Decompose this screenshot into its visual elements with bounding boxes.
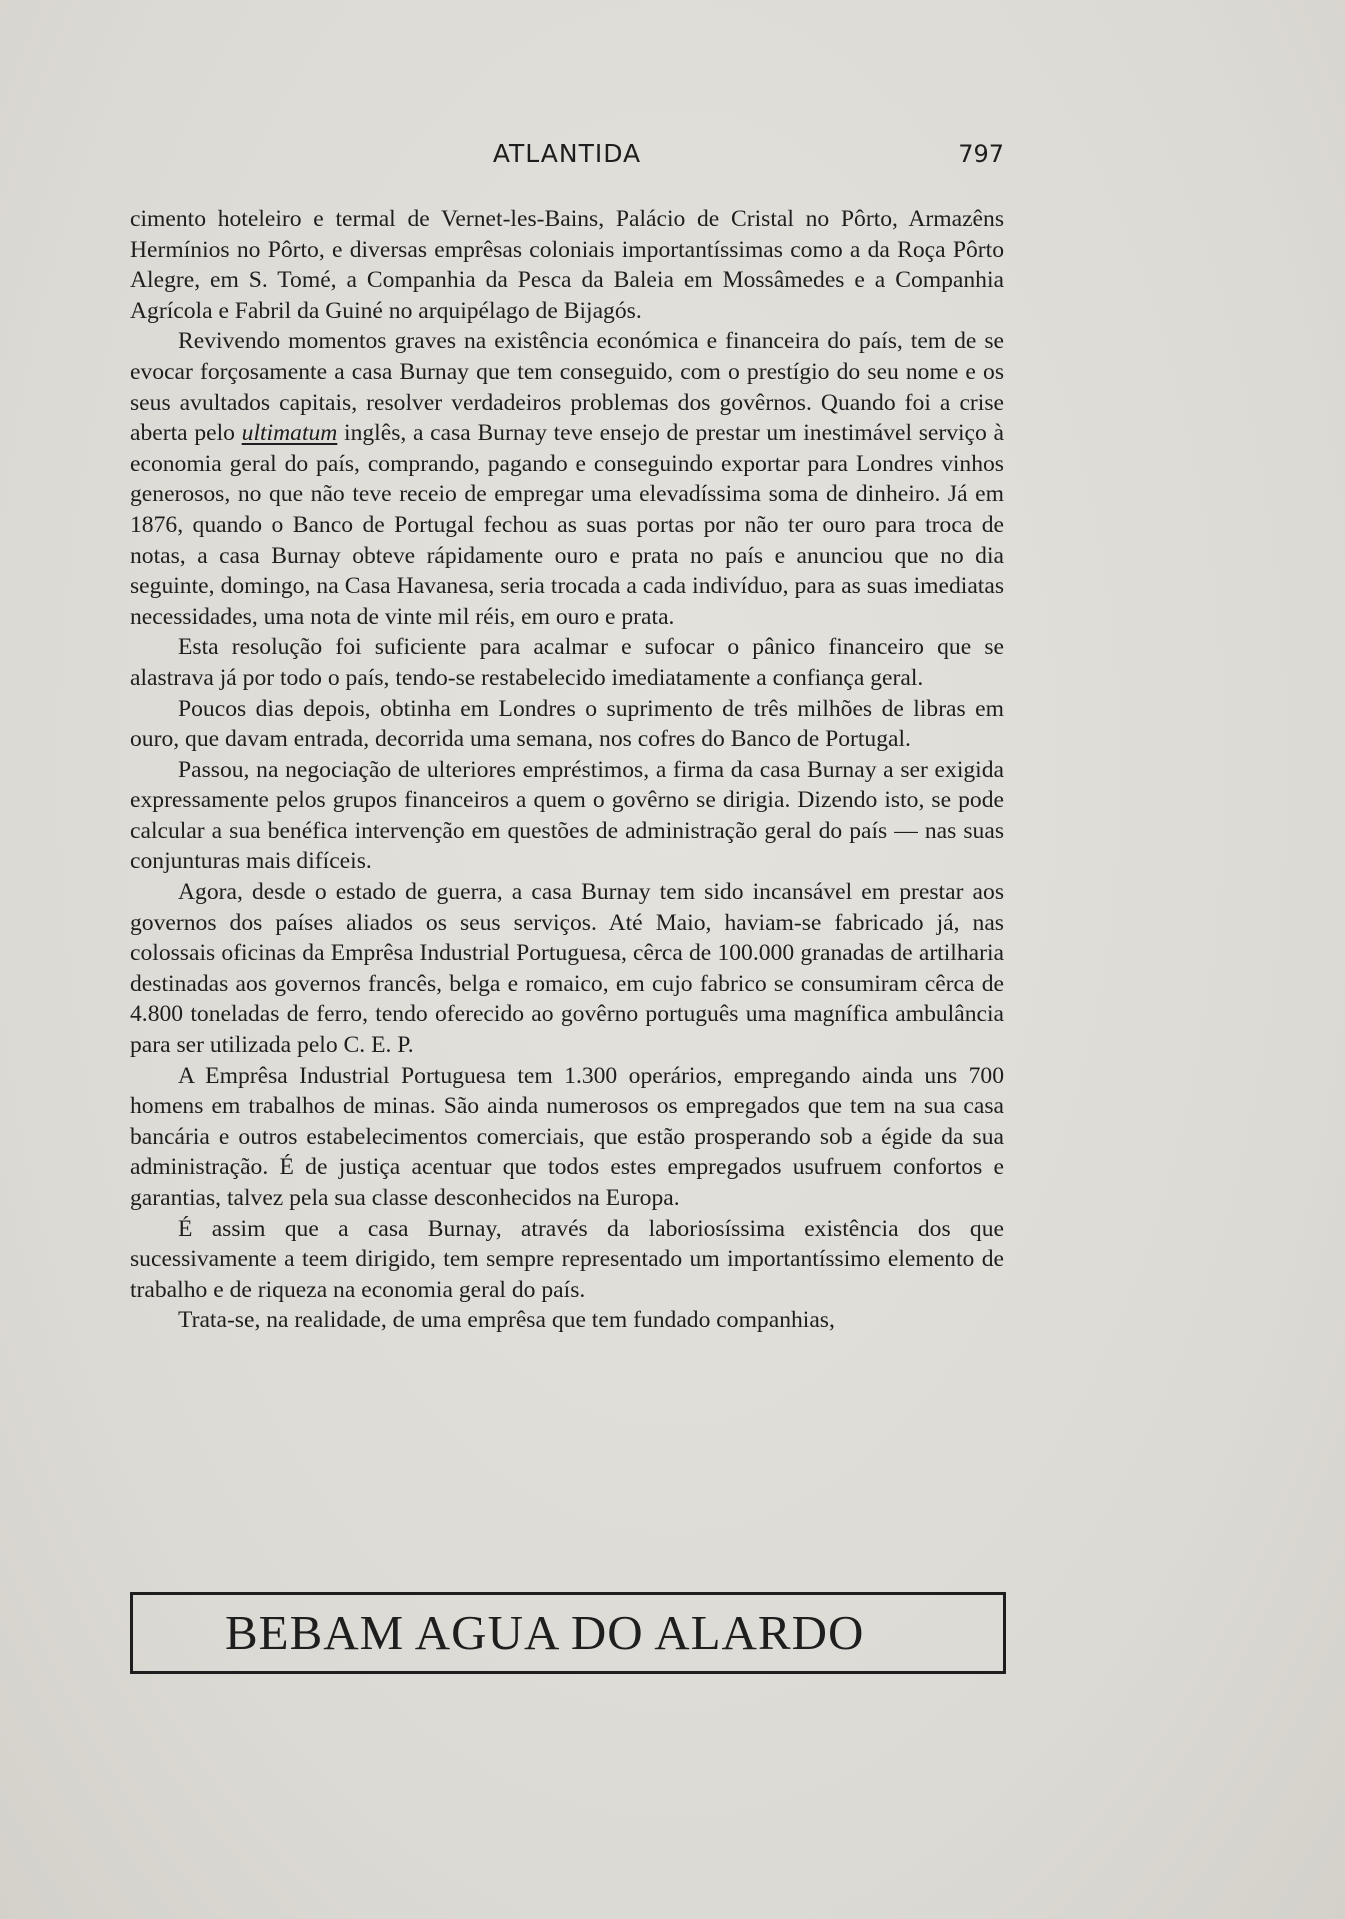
paragraph-5: Passou, na negociação de ulteriores empréstimos, a firma da casa Burnay a ser exigida expressamente pelos grupos financeiros a quem o govêrno se dirigia. Dizendo isto, se pode calcular a sua benéfica intervenção em questões de administração geral do país — nas suas conjunturas mais difíceis. xyxy=(130,756,1004,875)
paragraph-4: Poucos dias depois, obtinha em Londres o suprimento de três milhões de libras em ouro, que davam entrada, decorrida uma semana, nos cofres do Banco de Portugal. xyxy=(130,695,1004,753)
ultimatum-italic: ultimatum xyxy=(241,420,338,447)
page-number: 797 xyxy=(958,140,1004,168)
article-body xyxy=(130,204,1004,1336)
paragraph-8: É assim que a casa Burnay, através da laboriosíssima existência dos que sucessivamente a teem dirigido, tem sempre representado um importantíssimo elemento de trabalho e de riqueza na economia geral do país. xyxy=(130,1215,1004,1303)
paragraph-2-part-2: inglês, a casa Burnay teve ensejo de prestar um inestimável serviço à economia geral do país, comprando, pagando e conseguindo exportar para Londres vinhos generosos, no que não teve receio de empregar uma elevadíssima soma de dinheiro. Já em 1876, quando o Banco de Portugal fechou as suas portas por não ter ouro para troca de notas, a casa Burnay obteve rápidamente ouro e prata no país e anunciou que no dia seguinte, domingo, na Casa Havanesa, seria trocada a cada indivíduo, para as suas imediatas necessidades, uma nota de vinte mil réis, em ouro e prata. xyxy=(130,420,1004,630)
paragraph-1: cimento hoteleiro e termal de Vernet-les-Bains, Palácio de Cristal no Pôrto, Armazêns Hermínios no Pôrto, e diversas emprêsas coloniais importantíssimas como a da Roça Pôrto Alegre, em S. Tomé, a Companhia da Pesca da Baleia em Mossâmedes e a Companhia Agrícola e Fabril da Guiné no arquipélago de Bijagós. xyxy=(130,206,1004,324)
paragraph-3: Esta resolução foi suficiente para acalmar e sufocar o pânico financeiro que se alastrava já por todo o país, tendo-se restabelecido imediatamente a confiança geral. xyxy=(130,634,1004,691)
paragraph-6: Agora, desde o estado de guerra, a casa Burnay tem sido incansável em prestar aos governos dos países aliados os seus serviços. Até Maio, haviam-se fabricado já, nas colossais oficinas da Emprêsa Industrial Portuguesa, cêrca de 100.000 granadas de artilharia destinadas aos governos francês, belga e romaico, em cujo fabrico se consumiram cêrca de 4.800 toneladas de ferro, tendo oferecido ao govêrno português uma magnífica ambulância para ser utilizada pelo C. E. P. xyxy=(130,879,1004,1059)
paragraph-7: A Emprêsa Industrial Portuguesa tem 1.300 operários, empregando ainda uns 700 homens em trabalhos de minas. São ainda numerosos os empregados que tem na sua casa bancária e outros estabelecimentos comerciais, que estão prosperando sob a égide da sua administração. É de justiça acentuar que todos estes empregados usufruem confortos e garantias, talvez pela sua classe desconhecidos na Europa. xyxy=(130,1062,1004,1211)
paragraph-2 xyxy=(130,326,1004,632)
running-title: ATLANTIDA xyxy=(492,139,642,168)
advertisement-text: BEBAM AGUA DO ALARDO xyxy=(225,1605,865,1660)
paragraph-9: Trata-se, na realidade, de uma emprêsa que tem fundado companhias, xyxy=(178,1307,835,1334)
paragraph-2-part-1: Revivendo momentos graves na existência económica e financeira do país, tem de se evocar forçosamente a casa Burnay que tem conseguido, com o prestígio do seu nome e os seus avultados capitais, resolver verdadeiros problemas dos govêrnos. Quando foi a crise aberta pelo xyxy=(130,328,1004,447)
page-header xyxy=(130,136,1004,172)
advertisement-box xyxy=(130,1592,1006,1674)
